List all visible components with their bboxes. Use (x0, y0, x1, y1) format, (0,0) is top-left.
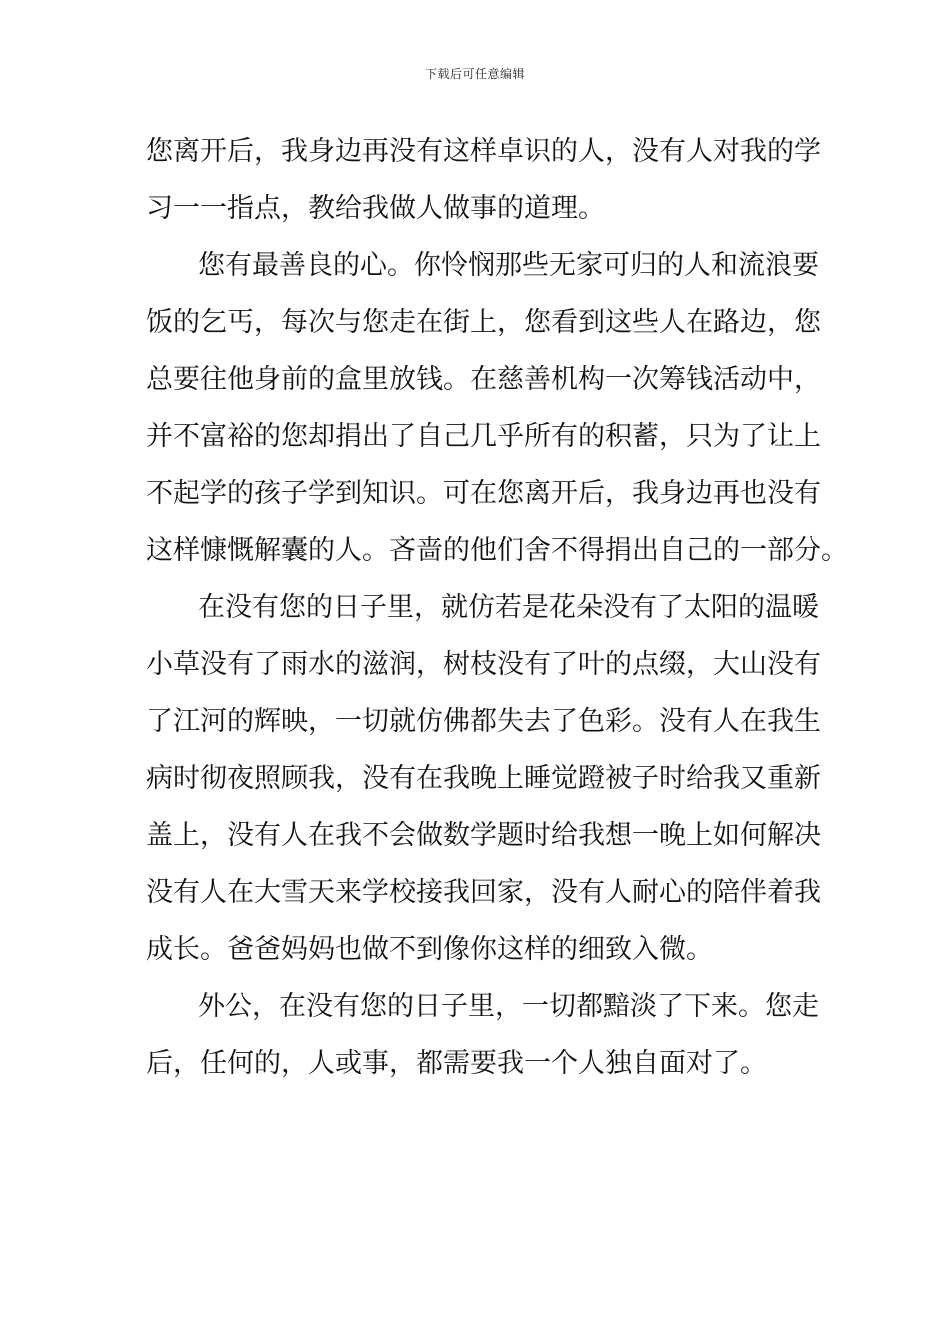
text-line: 了 江 河 的 辉 映 ， 一 切 就 仿 佛 都 失 去 了 色 彩 。 没 有 人 在 我 生 (146, 706, 821, 737)
text-line: 外公，在没有您的日子里，一切都黯淡了下来。您走 (198, 991, 819, 1022)
header-note: 下载后可任意编辑 (424, 67, 525, 81)
text-line: 您 离 开 后 ， 我 身 边 再 没 有 这 样 卓 识 的 人 ， 没 有 人 对 我 的 学 (146, 136, 821, 167)
text-line: 没 有 人 在 大 雪 天 来 学 校 接 我 回 家 ， 没 有 人 耐 心 的 陪 伴 着 我 (146, 877, 821, 908)
text-line: 小 草 没 有 了 雨 水 的 滋 润 ， 树 枝 没 有 了 叶 的 点 缀 ， 大 山 没 有 (146, 649, 821, 680)
text-line: 病 时 彻 夜 照 顾 我 ， 没 有 在 我 晚 上 睡 觉 蹬 被 子 时 给 我 又 重 新 (146, 763, 821, 794)
text-line: 成长。爸爸妈妈也做不到像你这样的细致入微。 (146, 934, 713, 965)
text-line: 习一一指点，教给我做人做事的道理。 (146, 193, 605, 224)
text-line: 不 起 学 的 孩 子 学 到 知 识 。 可 在 您 离 开 后 ， 我 身 边 再 也 没 有 (146, 478, 821, 509)
text-line: 后，任何的，人或事，都需要我一个人独自面对了。 (146, 1048, 767, 1079)
text-line: 并 不 富 裕 的 您 却 捐 出 了 自 己 几 乎 所 有 的 积 蓄 ， 只 为 了 让 上 (146, 421, 821, 452)
text-line: 在没有您的日子里，就仿若是花朵没有了太阳的温暖 (198, 592, 819, 623)
text-line: 这样慷慨解囊的人。吝啬的他们舍不得捐出自己的一部分。 (146, 535, 848, 566)
text-line: 您有最善良的心。你怜悯那些无家可归的人和流浪要 (198, 250, 819, 281)
text-line: 盖 上 ， 没 有 人 在 我 不 会 做 数 学 题 时 给 我 想 一 晚 上 如 何 解 决 (146, 820, 821, 851)
text-line: 总 要 往 他 身 前 的 盒 里 放 钱 。 在 慈 善 机 构 一 次 筹 钱 活 动 中 ， (146, 364, 821, 395)
text-line: 饭 的 乞 丐 ， 每 次 与 您 走 在 街 上 ， 您 看 到 这 些 人 在 路 边 ， 您 (146, 307, 821, 338)
